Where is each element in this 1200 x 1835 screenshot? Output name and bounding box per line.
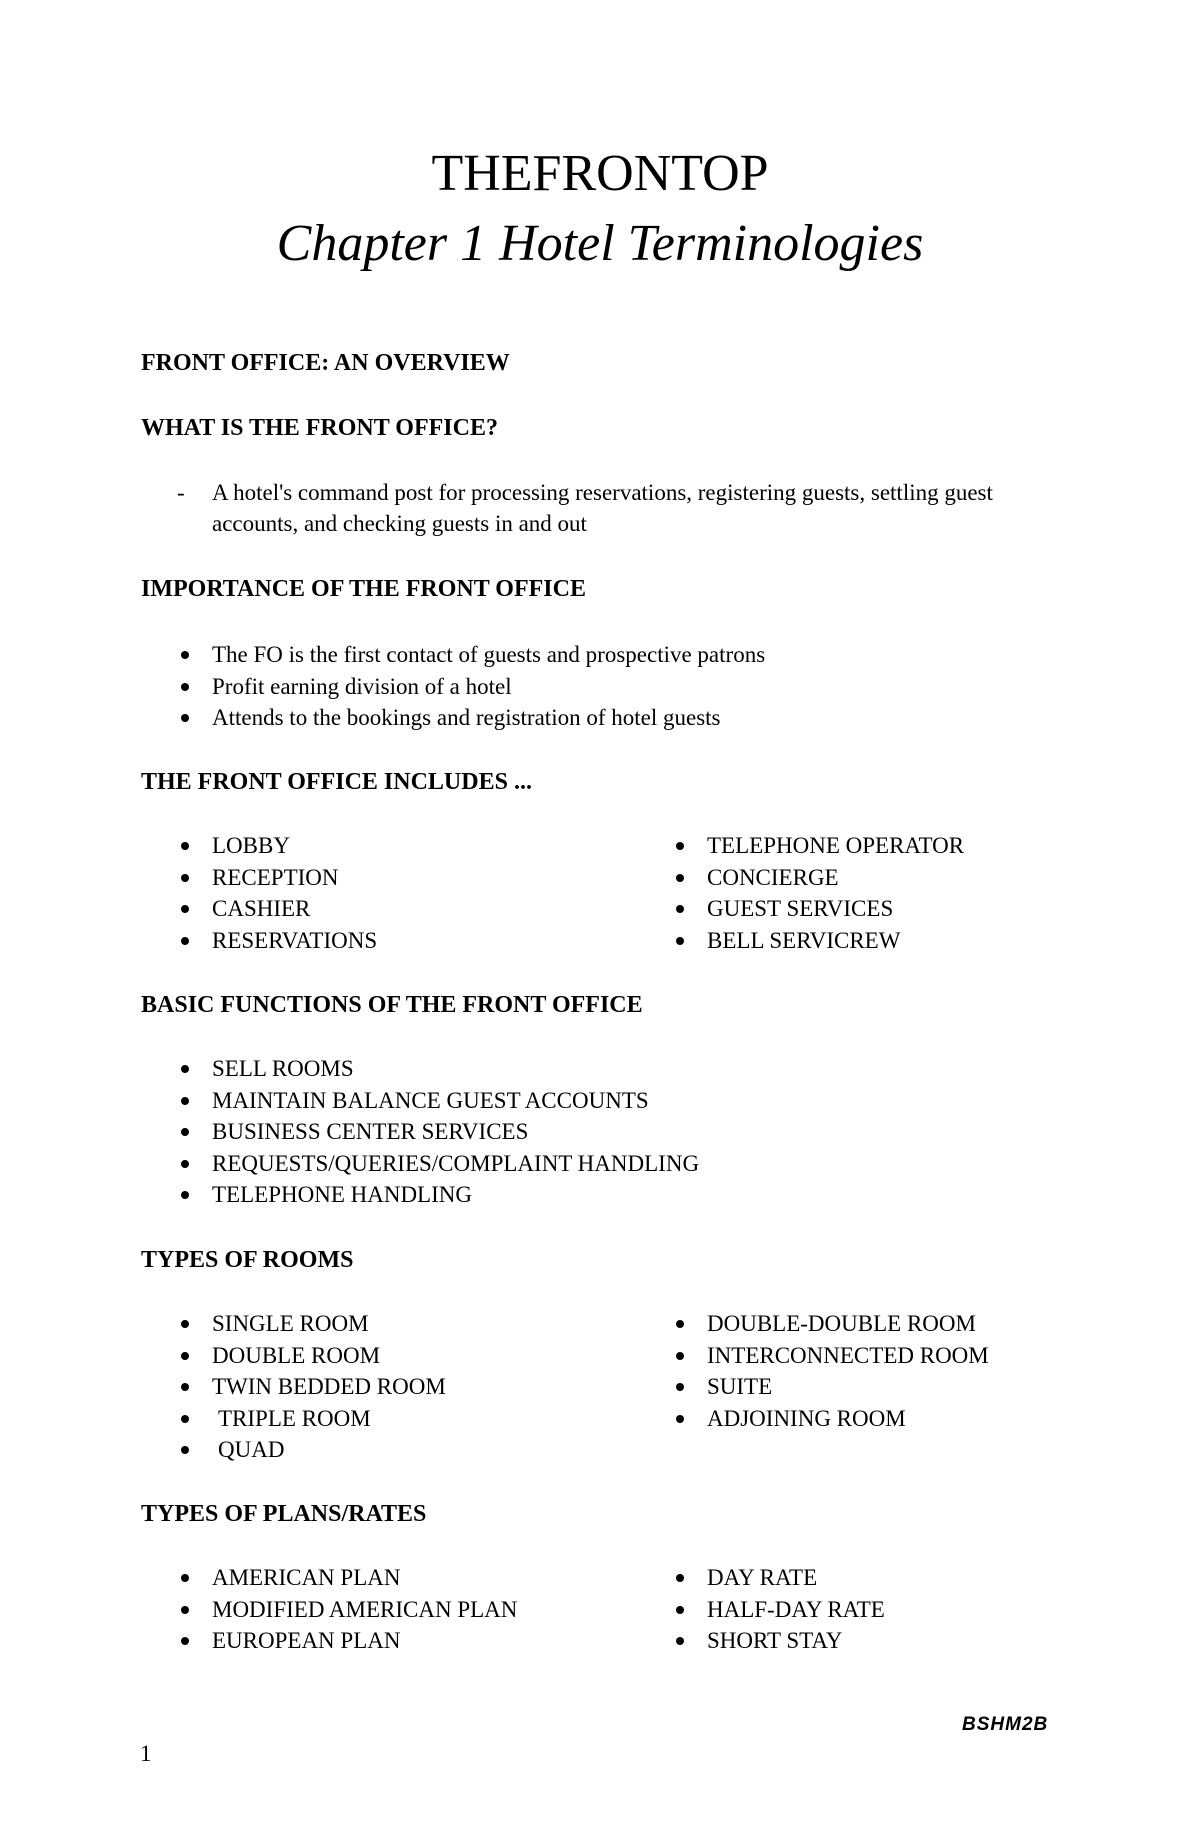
- list-item: SUITE: [676, 1371, 989, 1403]
- importance-list: [181, 639, 765, 734]
- bullet-icon: [676, 842, 684, 850]
- overview-heading: FRONT OFFICE: AN OVERVIEW: [141, 350, 510, 376]
- list-item: SINGLE ROOM: [181, 1308, 446, 1340]
- includes-list-right: [676, 830, 964, 956]
- list-item: LOBBY: [181, 830, 377, 862]
- list-item: BELL SERVICREW: [676, 925, 964, 957]
- page-number: 1: [140, 1741, 152, 1766]
- bullet-icon: [181, 1415, 189, 1423]
- list-item: SELL ROOMS: [181, 1053, 699, 1085]
- bullet-icon: [181, 1320, 189, 1328]
- bullet-icon: [181, 1160, 189, 1168]
- list-item: CONCIERGE: [676, 862, 964, 894]
- list-item: RESERVATIONS: [181, 925, 377, 957]
- list-item: DOUBLE-DOUBLE ROOM: [676, 1308, 989, 1340]
- bullet-icon: [181, 1446, 189, 1454]
- bullet-icon: [181, 905, 189, 913]
- bullet-icon: [181, 1065, 189, 1073]
- includes-heading: THE FRONT OFFICE INCLUDES ...: [141, 769, 532, 795]
- bullet-icon: [181, 1097, 189, 1105]
- document-title: THEFRONTOP: [431, 145, 769, 202]
- list-item: Attends to the bookings and registration of hotel guests: [181, 702, 765, 734]
- list-item: DOUBLE ROOM: [181, 1340, 446, 1372]
- includes-list-left: [181, 830, 377, 956]
- bullet-icon: [181, 1128, 189, 1136]
- bullet-icon: [676, 1574, 684, 1582]
- plans-list-left: [181, 1562, 517, 1657]
- list-item: TRIPLE ROOM: [181, 1403, 446, 1435]
- list-item: Profit earning division of a hotel: [181, 671, 765, 703]
- list-item: MAINTAIN BALANCE GUEST ACCOUNTS: [181, 1085, 699, 1117]
- bullet-icon: [676, 1637, 684, 1645]
- room-types-list-right: [676, 1308, 989, 1434]
- bullet-icon: [676, 874, 684, 882]
- bullet-icon: [676, 1606, 684, 1614]
- functions-list: [181, 1053, 699, 1211]
- bullet-icon: [181, 683, 189, 691]
- list-item: EUROPEAN PLAN: [181, 1625, 517, 1657]
- list-item: REQUESTS/QUERIES/COMPLAINT HANDLING: [181, 1148, 699, 1180]
- bullet-icon: [676, 905, 684, 913]
- bullet-icon: [181, 714, 189, 722]
- list-item: TWIN BEDDED ROOM: [181, 1371, 446, 1403]
- bullet-icon: [181, 874, 189, 882]
- list-item: DAY RATE: [676, 1562, 885, 1594]
- list-item: ADJOINING ROOM: [676, 1403, 989, 1435]
- bullet-icon: [676, 937, 684, 945]
- room-types-list-left: [181, 1308, 446, 1466]
- dash-marker: -: [177, 480, 185, 505]
- chapter-subtitle: Chapter 1 Hotel Terminologies: [276, 215, 924, 272]
- list-item: HALF-DAY RATE: [676, 1594, 885, 1626]
- plans-heading: TYPES OF PLANS/RATES: [141, 1501, 427, 1527]
- room-types-heading: TYPES OF ROOMS: [141, 1247, 354, 1273]
- bullet-icon: [676, 1352, 684, 1360]
- list-item: SHORT STAY: [676, 1625, 885, 1657]
- functions-heading: BASIC FUNCTIONS OF THE FRONT OFFICE: [141, 992, 643, 1018]
- list-item: AMERICAN PLAN: [181, 1562, 517, 1594]
- bullet-icon: [181, 1383, 189, 1391]
- bullet-icon: [181, 651, 189, 659]
- what-is-heading: WHAT IS THE FRONT OFFICE?: [141, 415, 498, 441]
- bullet-icon: [676, 1383, 684, 1391]
- bullet-icon: [181, 1637, 189, 1645]
- bullet-icon: [181, 1352, 189, 1360]
- plans-list-right: [676, 1562, 885, 1657]
- bullet-icon: [181, 937, 189, 945]
- bullet-icon: [181, 842, 189, 850]
- list-item: RECEPTION: [181, 862, 377, 894]
- bullet-icon: [181, 1606, 189, 1614]
- list-item: BUSINESS CENTER SERVICES: [181, 1116, 699, 1148]
- bullet-icon: [181, 1191, 189, 1199]
- importance-heading: IMPORTANCE OF THE FRONT OFFICE: [141, 576, 586, 602]
- list-item: The FO is the first contact of guests and prospective patrons: [181, 639, 765, 671]
- list-item: TELEPHONE HANDLING: [181, 1179, 699, 1211]
- definition-text: A hotel's command post for processing reservations, registering guests, settling guest accounts, and checking guests in and out: [212, 480, 993, 536]
- course-code: BSHM2B: [962, 1714, 1049, 1735]
- list-item: INTERCONNECTED ROOM: [676, 1340, 989, 1372]
- list-item: TELEPHONE OPERATOR: [676, 830, 964, 862]
- list-item: GUEST SERVICES: [676, 893, 964, 925]
- list-item: CASHIER: [181, 893, 377, 925]
- bullet-icon: [676, 1415, 684, 1423]
- definition-item: [141, 477, 1041, 539]
- list-item: MODIFIED AMERICAN PLAN: [181, 1594, 517, 1626]
- list-item: QUAD: [181, 1434, 446, 1466]
- bullet-icon: [181, 1574, 189, 1582]
- bullet-icon: [676, 1320, 684, 1328]
